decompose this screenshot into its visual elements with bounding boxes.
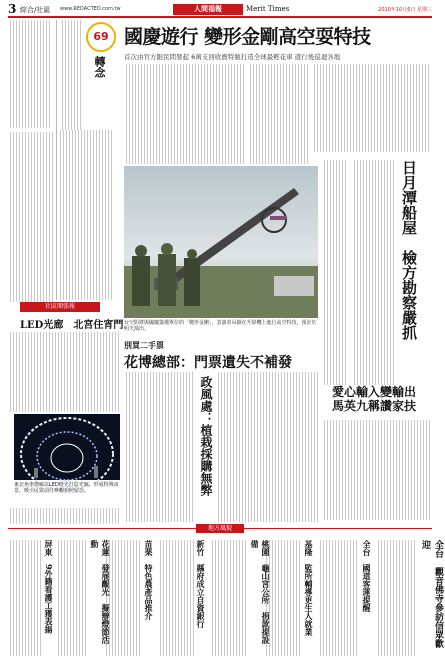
bottom-headline-1: 全台 觀音佛寺參訪信眾歡迎 <box>420 540 443 648</box>
photo-illustration <box>124 166 318 318</box>
bottom-text-8 <box>8 540 42 656</box>
left-headline: LED光廊 北宮住宵門 <box>20 320 124 331</box>
bottom-text-1 <box>376 540 416 656</box>
bottom-headline-6: 苗栗 特色農產品推介 <box>144 540 154 620</box>
column-title: 轉念 <box>93 56 106 78</box>
masthead-logo-en: Merit Times <box>246 5 290 13</box>
masthead <box>8 4 432 18</box>
sidebar-headline-2: 愛心輸入變輸出 馬英九稱讚家扶 <box>332 385 417 413</box>
story-kicker: 別買二手票 <box>124 341 164 350</box>
left-column-text-bottom <box>8 132 54 302</box>
left-column-text-top <box>8 20 52 128</box>
left-story-text-2 <box>8 508 120 524</box>
sidebar-headline-1: 日月潭船屋 檢方勘察嚴抓 <box>400 160 418 340</box>
bottom-headline-2: 全台 國道客運提醒 <box>362 540 372 612</box>
main-headline: 國慶遊行 變形金剛高空耍特技 <box>124 26 371 48</box>
vertical-headline: 政風處：植栽採購無弊 <box>199 376 213 496</box>
column-text-2 <box>58 130 114 300</box>
bottom-text-7 <box>56 540 88 656</box>
bottom-headline-7: 花蓮 發展觀光 擬辦燈節活動 <box>90 540 111 644</box>
tunnel-illustration <box>14 414 120 480</box>
bottom-text-5 <box>158 540 194 656</box>
masthead-date: 2010年10月6日 星期三 <box>378 7 432 13</box>
story-headline: 花博總部：門票遺失不補發 <box>124 355 292 371</box>
tunnel-caption: 東北角車燈廊以LED燈光打造光廊，形成特殊夜景，吸引民眾前往參觀拍照留念。 <box>14 482 119 494</box>
bottom-text-2 <box>318 540 358 656</box>
news-photo <box>124 166 318 318</box>
bottom-headline-5: 新竹 縣府成立自資銀行 <box>196 540 206 628</box>
sidebar-text-1b <box>322 160 348 385</box>
bottom-text-4 <box>210 540 248 656</box>
story-body-2 <box>216 372 318 522</box>
divider <box>56 20 57 300</box>
page-number: 3 <box>8 2 17 16</box>
bottom-headline-8: 屏東 9外籍看護工獲表揚 <box>44 540 54 634</box>
bottom-headline-4: 桃園 龜山宮公所 捐款提設備 <box>250 540 271 644</box>
tunnel-photo <box>14 414 120 480</box>
column-badge: 69 <box>86 22 116 52</box>
section-name: 綜合/社區 <box>20 6 51 14</box>
story-text-3 <box>312 64 430 152</box>
masthead-logo: 人間福報 <box>173 4 243 15</box>
story-body <box>124 372 194 522</box>
story-text-2 <box>248 64 308 164</box>
sidebar-text-1 <box>352 160 396 385</box>
masthead-url: www.REDACTED.com.tw <box>60 6 121 12</box>
bottom-headline-3: 基隆 監所輔導更生人就業 <box>304 540 314 636</box>
left-story-text <box>8 332 120 412</box>
section-tag: 社區開張報 <box>20 302 100 312</box>
sub-headline: 首次由官方跟民間發起 6萬支回收寶特瓶打造全球最輕花車 遊行後巡迴各地 <box>124 53 341 61</box>
bottom-section-label: 地方風貌 <box>196 524 244 533</box>
sidebar-text-2 <box>322 420 432 520</box>
photo-caption: 台空防將與國慶籌備單位的「變形金剛」，表演者吊掛在升降機上進行高空特技，預計於明天演出。 <box>124 320 317 332</box>
story-text-1 <box>124 64 244 164</box>
